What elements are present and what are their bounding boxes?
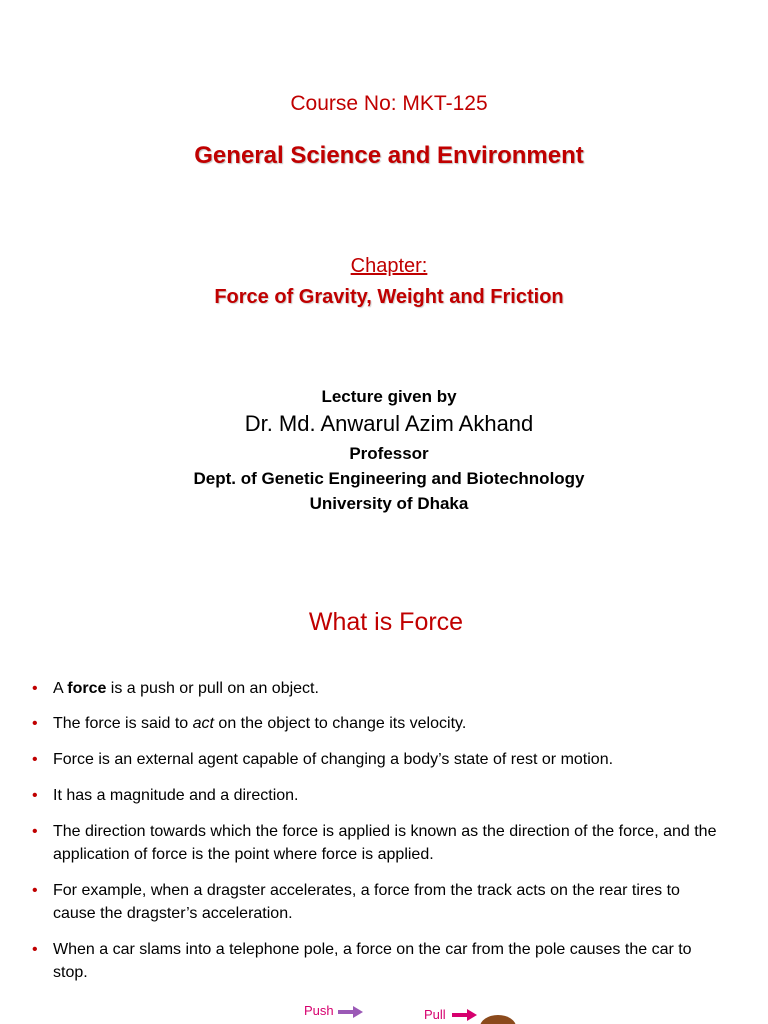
push-pull-illustration <box>300 1000 520 1024</box>
bullet-item: • The force is said to act on the object to change its velocity. <box>32 712 722 735</box>
pull-label: Pull <box>424 1007 446 1022</box>
bullet-item: • The direction towards which the force is applied is known as the direction of the force, and the application of force is the point where force is applied. <box>32 820 722 866</box>
bullet-item: • For example, when a dragster accelerates, a force from the track acts on the rear tires to cause the dragster’s acceleration. <box>32 879 722 925</box>
person-head-icon <box>478 1013 518 1024</box>
bullet-icon: • <box>32 680 38 697</box>
italic-term: act <box>192 715 214 732</box>
bullet-item: • Force is an external agent capable of changing a body’s state of rest or motion. <box>32 748 722 771</box>
course-number: Course No: MKT-125 <box>290 92 488 115</box>
bullet-icon: • <box>32 715 38 732</box>
bullet-item: • It has a magnitude and a direction. <box>32 784 722 807</box>
lecturer-role: Professor <box>349 444 429 463</box>
bold-term: force <box>67 680 107 697</box>
section-title: What is Force <box>308 608 464 636</box>
lecturer-university: University of Dhaka <box>309 494 469 513</box>
bullet-icon: • <box>32 751 38 768</box>
chapter-title: Force of Gravity, Weight and Friction <box>214 286 564 308</box>
bullet-item: • When a car slams into a telephone pole, a force on the car from the pole causes the car to stop. <box>32 938 722 984</box>
push-arrow-icon <box>338 1005 364 1019</box>
bullet-icon: • <box>32 787 38 804</box>
bullet-list <box>32 677 722 997</box>
course-subject: General Science and Environment <box>194 142 584 169</box>
lecturer-name: Dr. Md. Anwarul Azim Akhand <box>244 411 534 436</box>
push-label: Push <box>304 1003 334 1018</box>
lecturer-department: Dept. of Genetic Engineering and Biotechnology <box>193 469 585 488</box>
lecture-by-label: Lecture given by <box>321 387 457 406</box>
chapter-label: Chapter: <box>350 255 428 277</box>
bullet-item: • A force is a push or pull on an object. <box>32 677 722 700</box>
bullet-icon: • <box>32 941 38 958</box>
bullet-icon: • <box>32 823 38 840</box>
pull-arrow-icon <box>452 1008 478 1022</box>
bullet-icon: • <box>32 882 38 899</box>
